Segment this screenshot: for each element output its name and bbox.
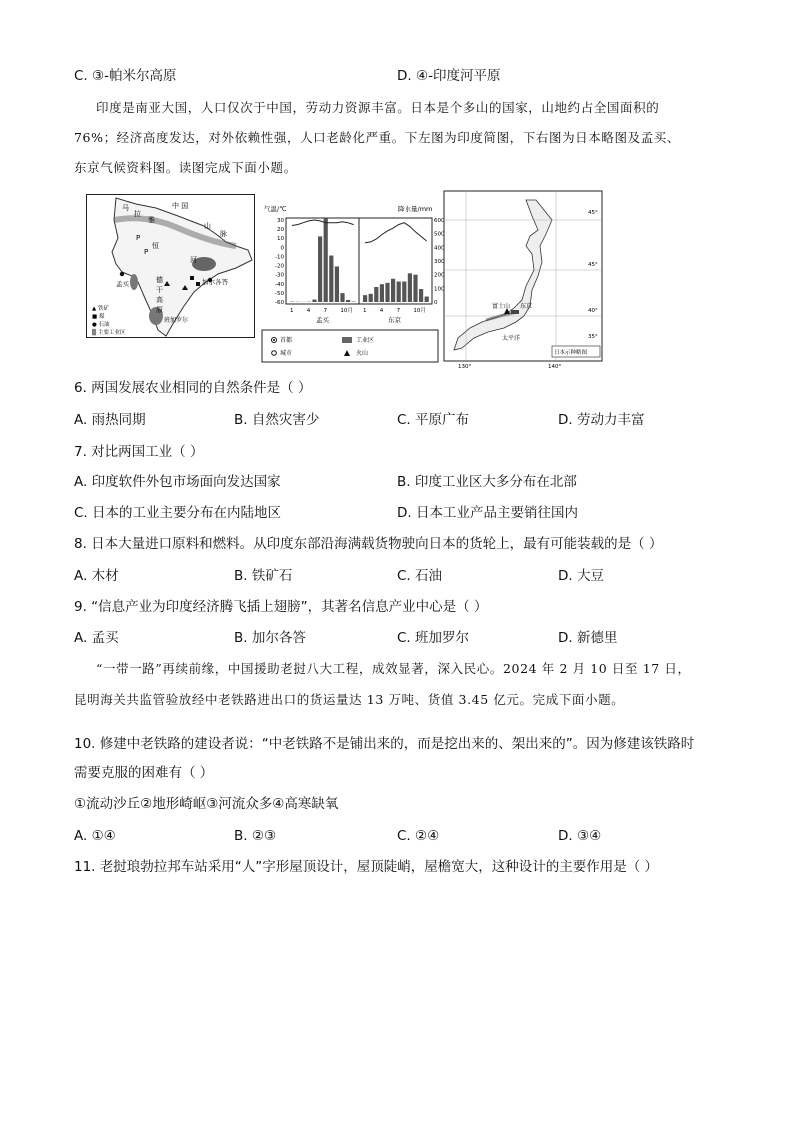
precip-bar-tokyo — [369, 294, 373, 302]
precip-bar-tokyo — [413, 275, 417, 302]
label-deccan-3: 高 — [156, 296, 163, 304]
precip-bar-mumbai — [346, 300, 350, 302]
prev-option-c: C. ③-帕米尔高原 — [74, 68, 177, 84]
label-tokyo: 东京 — [520, 303, 533, 310]
ylabel-left: 气温/℃ — [264, 205, 287, 213]
label-ya: 雅 — [148, 216, 155, 224]
q9-stem: 9. “信息产业为印度经济腾飞插上翅膀”，其著名信息产业中心是（ ） — [74, 599, 488, 615]
legend-capital: 首都 — [280, 337, 293, 344]
q8-option-d[interactable]: D. 大豆 — [558, 568, 604, 584]
right-tick-label: 300 — [434, 259, 445, 265]
left-tick-label: 10 — [277, 236, 284, 243]
label-shan: 山 — [204, 222, 211, 230]
precip-bar-tokyo — [397, 282, 401, 303]
precip-bar-tokyo — [419, 289, 423, 302]
label-ma: 马 — [122, 204, 129, 212]
x-tick-mumbai: 10月 — [340, 308, 353, 314]
japan-map — [444, 191, 602, 370]
precip-bar-tokyo — [402, 282, 406, 303]
q6-option-b[interactable]: B. 自然灾害少 — [234, 412, 320, 428]
q8-option-c[interactable]: C. 石油 — [397, 568, 443, 584]
precip-bar-tokyo — [363, 295, 367, 302]
q7-option-d[interactable]: D. 日本工业产品主要销往国内 — [397, 505, 578, 521]
legend-coal: ■ 煤 — [92, 314, 105, 320]
left-tick-label: -40 — [275, 281, 284, 288]
intro1-line2: 76%；经济高度发达，对外依赖性强，人口老龄化严重。下左图为印度简图，下右图为日本略图及孟买、 — [74, 130, 680, 145]
q9-option-d[interactable]: D. 新德里 — [558, 630, 618, 646]
legend-industry: ▒ 主要工业区 — [92, 330, 126, 336]
left-tick-label: 0 — [280, 245, 284, 252]
left-tick-label: -30 — [275, 272, 284, 279]
right-tick-label: 0 — [434, 300, 438, 306]
right-tick-label: 200 — [434, 272, 445, 279]
q7-option-a[interactable]: A. 印度软件外包市场面向发达国家 — [74, 474, 281, 490]
x-tick-mumbai: 4 — [306, 308, 311, 314]
x-tick-mumbai: 1 — [290, 308, 294, 314]
left-tick-label: -10 — [275, 254, 284, 261]
lat-45-a: 45° — [588, 210, 598, 216]
q10-option-b[interactable]: B. ②③ — [234, 828, 277, 844]
station-mumbai: 孟买 — [316, 316, 329, 324]
label-mai: 脉 — [220, 230, 227, 238]
label-calcutta: 加尔各答 — [202, 278, 228, 286]
legend-volcano: 火山 — [356, 350, 369, 357]
x-tick-mumbai: 7 — [323, 308, 328, 314]
precip-bar-mumbai — [335, 266, 339, 302]
q11-stem: 11. 老挝琅勃拉邦车站采用“人”字形屋顶设计，屋顶陡峭，屋檐宽大，这种设计的主要作用是（ ） — [74, 859, 659, 875]
precip-bar-mumbai — [318, 236, 322, 302]
ylabel-right: 降水量/mm — [398, 205, 433, 213]
label-bangalore: 班加罗尔 — [164, 317, 189, 324]
climate-chart — [262, 204, 445, 362]
q10-stem-line2: 需要克服的困难有（ ） — [74, 765, 214, 781]
left-tick-label: -20 — [275, 263, 284, 270]
label-deccan-1: 德 — [156, 276, 163, 284]
legend-iron: ▲ 铁矿 — [92, 306, 109, 312]
x-tick-tokyo: 4 — [379, 308, 384, 314]
q10-option-c[interactable]: C. ②④ — [397, 828, 440, 844]
q8-option-a[interactable]: A. 木材 — [74, 568, 119, 584]
figure-panel — [86, 190, 604, 370]
left-tick-label: -50 — [275, 290, 284, 297]
label-p2: P — [144, 248, 149, 256]
q6-option-c[interactable]: C. 平原广布 — [397, 412, 470, 428]
precip-bar-mumbai — [329, 256, 333, 302]
q10-items: ①流动沙丘②地形崎岖③河流众多④高寒缺氧 — [74, 796, 339, 812]
left-tick-label: 20 — [277, 227, 284, 234]
label-river: 河 — [190, 256, 197, 264]
left-tick-label: -60 — [275, 300, 284, 306]
precip-bar-mumbai — [324, 219, 328, 302]
left-tick-label: 30 — [277, 218, 284, 224]
precip-bar-tokyo — [425, 297, 429, 302]
lon-140: 140° — [548, 364, 562, 370]
q10-stem-line1: 10. 修建中老铁路的建设者说：“中老铁路不是铺出来的，而是挖出来的、架出来的”。因为修建该铁路时 — [74, 736, 695, 752]
precip-bar-tokyo — [408, 273, 412, 302]
lat-40: 40° — [588, 308, 598, 314]
label-fuji: 富士山 — [492, 303, 511, 310]
precip-bar-mumbai — [312, 300, 316, 302]
q10-option-a[interactable]: A. ①④ — [74, 828, 116, 844]
legend-industry-zone: 工业区 — [356, 337, 375, 344]
lat-45-b: 45° — [588, 262, 598, 268]
x-tick-tokyo: 10月 — [413, 308, 426, 314]
station-tokyo: 东京 — [388, 316, 401, 324]
q7-stem: 7. 对比两国工业（ ） — [74, 444, 204, 460]
q10-option-d[interactable]: D. ③④ — [558, 828, 602, 844]
prev-option-d: D. ④-印度河平原 — [397, 68, 501, 84]
lon-130: 130° — [458, 364, 472, 370]
right-tick-label: 600 — [434, 218, 445, 224]
precip-bar-tokyo — [374, 287, 378, 302]
precip-bar-tokyo — [385, 283, 389, 302]
q8-option-b[interactable]: B. 铁矿石 — [234, 568, 293, 584]
q6-option-d[interactable]: D. 劳动力丰富 — [558, 412, 645, 428]
right-tick-label: 400 — [434, 245, 445, 252]
right-tick-label: 100 — [434, 286, 445, 293]
intro1-line1: 印度是南亚大国，人口仅次于中国，劳动力资源丰富。日本是个多山的国家，山地约占全国面积的 — [96, 100, 660, 115]
intro2-line1: “一带一路”再续前缘，中国援助老挝八大工程，成效显著，深入民心。2024 年 2 月 10 日至 17 日， — [96, 661, 691, 676]
label-china: 中 国 — [172, 202, 189, 210]
precip-bar-tokyo — [391, 279, 395, 302]
label-p1: P — [136, 234, 141, 242]
label-deccan-4: 原 — [156, 306, 163, 314]
x-tick-tokyo: 1 — [363, 308, 367, 314]
lat-35: 35° — [588, 334, 598, 340]
japan-map-caption: 日本示种略图 — [554, 350, 588, 356]
q7-option-b[interactable]: B. 印度工业区大多分布在北部 — [397, 474, 577, 490]
label-la: 拉 — [134, 210, 141, 218]
q7-option-c[interactable]: C. 日本的工业主要分布在内陆地区 — [74, 505, 282, 521]
intro2-line2: 昆明海关共监管验放经中老铁路进出口的货运量达 13 万吨、货值 3.45 亿元。完成下面小题。 — [74, 692, 625, 707]
q8-stem: 8. 日本大量进口原料和燃料。从印度东部沿海满载货物驶向日本的货轮上，最有可能装载的是（ ） — [74, 536, 663, 552]
q9-option-b[interactable]: B. 加尔各答 — [234, 630, 306, 646]
q6-stem: 6. 两国发展农业相同的自然条件是（ ） — [74, 380, 312, 396]
label-bombay: 孟买 — [116, 280, 129, 288]
right-tick-label: 500 — [434, 231, 445, 238]
intro1-line3: 东京气候资料图。读图完成下面小题。 — [74, 160, 297, 175]
x-tick-tokyo: 7 — [396, 308, 401, 314]
q9-option-c[interactable]: C. 班加罗尔 — [397, 630, 470, 646]
label-deccan-2: 干 — [156, 286, 163, 294]
q6-option-a[interactable]: A. 雨热同期 — [74, 412, 146, 428]
india-map — [87, 195, 255, 338]
label-he: 恒 — [152, 242, 159, 250]
q9-option-a[interactable]: A. 孟买 — [74, 630, 119, 646]
precip-bar-tokyo — [380, 284, 384, 302]
legend-oil: ● 石油 — [92, 322, 110, 328]
precip-bar-mumbai — [340, 293, 344, 302]
legend-city: 城市 — [280, 350, 293, 357]
label-pacific: 太平洋 — [502, 335, 521, 342]
